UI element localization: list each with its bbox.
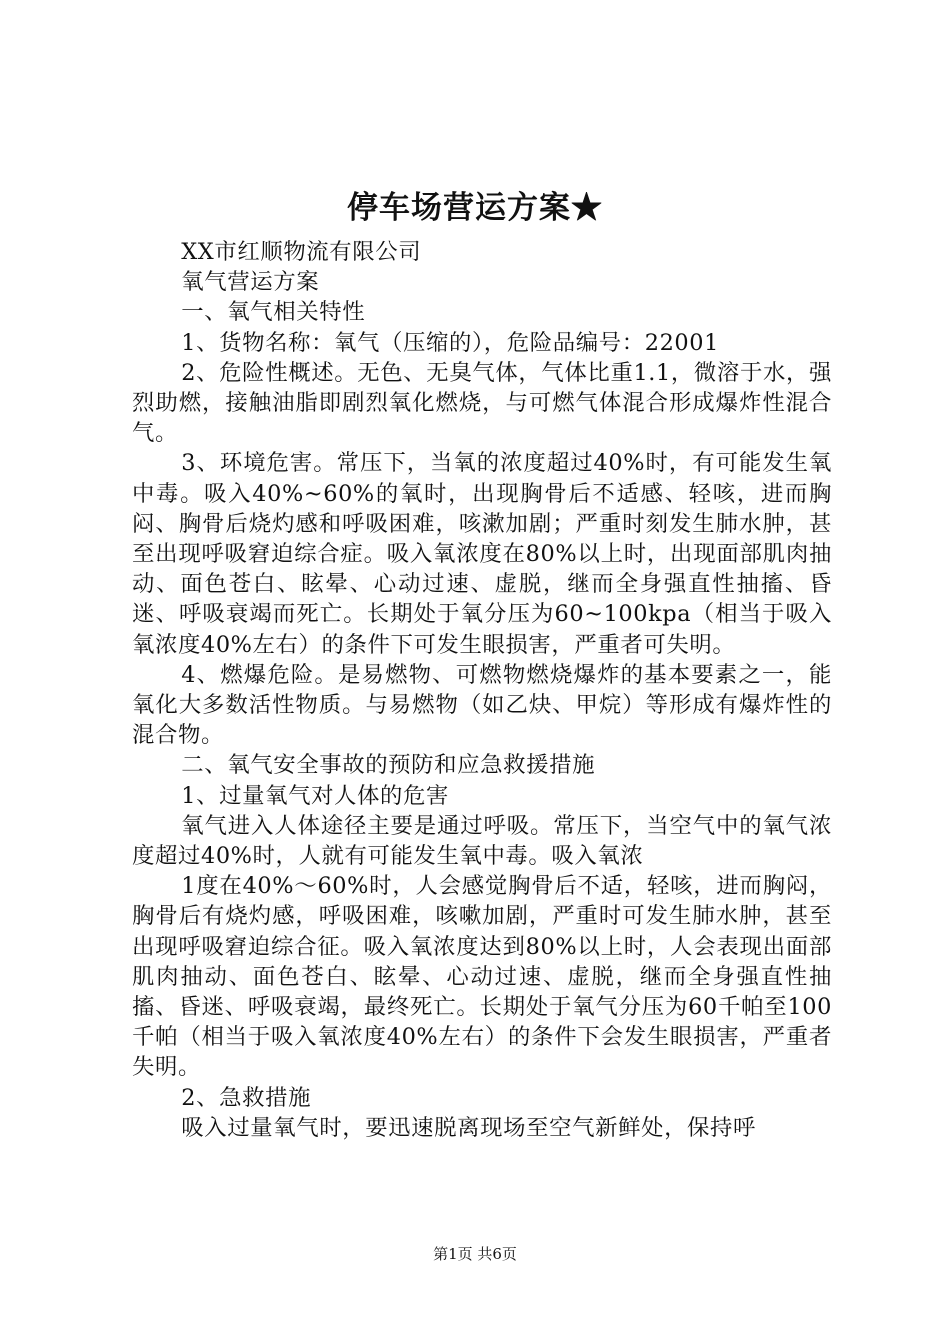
document-title: 停车场营运方案★	[347, 190, 603, 226]
page-footer: 第1页 共6页	[433, 1245, 517, 1263]
subheading-first-aid: 2、急救措施	[181, 1084, 312, 1111]
section-heading-2: 二、氧气安全事故的预防和应急救援措施	[181, 752, 596, 779]
paragraph-environment-hazard: 3、环境危害。常压下，当氧的浓度超过40%时，有可能发生氧中毒。吸入40%~60%的氧时，出现胸骨后不适感、轻咳，进而胸闷、胸骨后烧灼感和呼吸困难，咳漱加剧；严重时刻发生肺水肿，甚至出现呼吸窘迫综合症。吸入氧浓度在80%以上时，出现面部肌肉抽动、面色苍白、眩晕、心动过速、虚脱，继而全身强直性抽搐、昏迷、呼吸衰竭而死亡。长期处于氧分压为60~100kpa（相当于吸入氧浓度40%左右）的条件下可发生眼损害，严重者可失明。	[132, 450, 832, 658]
paragraph-oxygen-effects: 1度在40%～60%时，人会感觉胸骨后不适，轻咳，进而胸闷，胸骨后有烧灼感，呼吸困难，咳嗽加剧，严重时可发生肺水肿，甚至出现呼吸窘迫综合征。吸入氧浓度达到80%以上时，人会表现出面部肌肉抽动、面色苍白、眩晕、心动过速、虚脱，继而全身强直性抽搐、昏迷、呼吸衰竭，最终死亡。长期处于氧气分压为60千帕至100千帕（相当于吸入氧浓度40%左右）的条件下会发生眼损害，严重者失明。	[132, 873, 832, 1081]
paragraph-oxygen-intake: 氧气进入人体途径主要是通过呼吸。常压下，当空气中的氧气浓度超过40%时，人就有可能发生氧中毒。吸入氧浓	[132, 812, 832, 870]
paragraph-explosion-hazard: 4、燃爆危险。是易燃物、可燃物燃烧爆炸的基本要素之一，能氧化大多数活性物质。与易燃物（如乙炔、甲烷）等形成有爆炸性的混合物。	[132, 661, 832, 749]
subheading-excess-oxygen: 1、过量氧气对人体的危害	[181, 782, 450, 809]
section-heading-1: 一、氧气相关特性	[181, 299, 366, 326]
document-body	[132, 237, 832, 1143]
paragraph-company: XX市红顺物流有限公司	[181, 239, 422, 265]
paragraph-cargo-name: 1、货物名称：氧气（压缩的），危险品编号：22001	[181, 329, 719, 356]
paragraph-hazard-overview: 2、危险性概述。无色、无臭气体，气体比重1.1，微溶于水，强烈助燃，接触油脂即剧烈氧化燃烧，与可燃气体混合形成爆炸性混合气。	[132, 359, 832, 447]
paragraph-first-aid: 吸入过量氧气时，要迅速脱离现场至空气新鲜处，保持呼	[181, 1114, 757, 1141]
paragraph-plan-name: 氧气营运方案	[181, 269, 320, 296]
